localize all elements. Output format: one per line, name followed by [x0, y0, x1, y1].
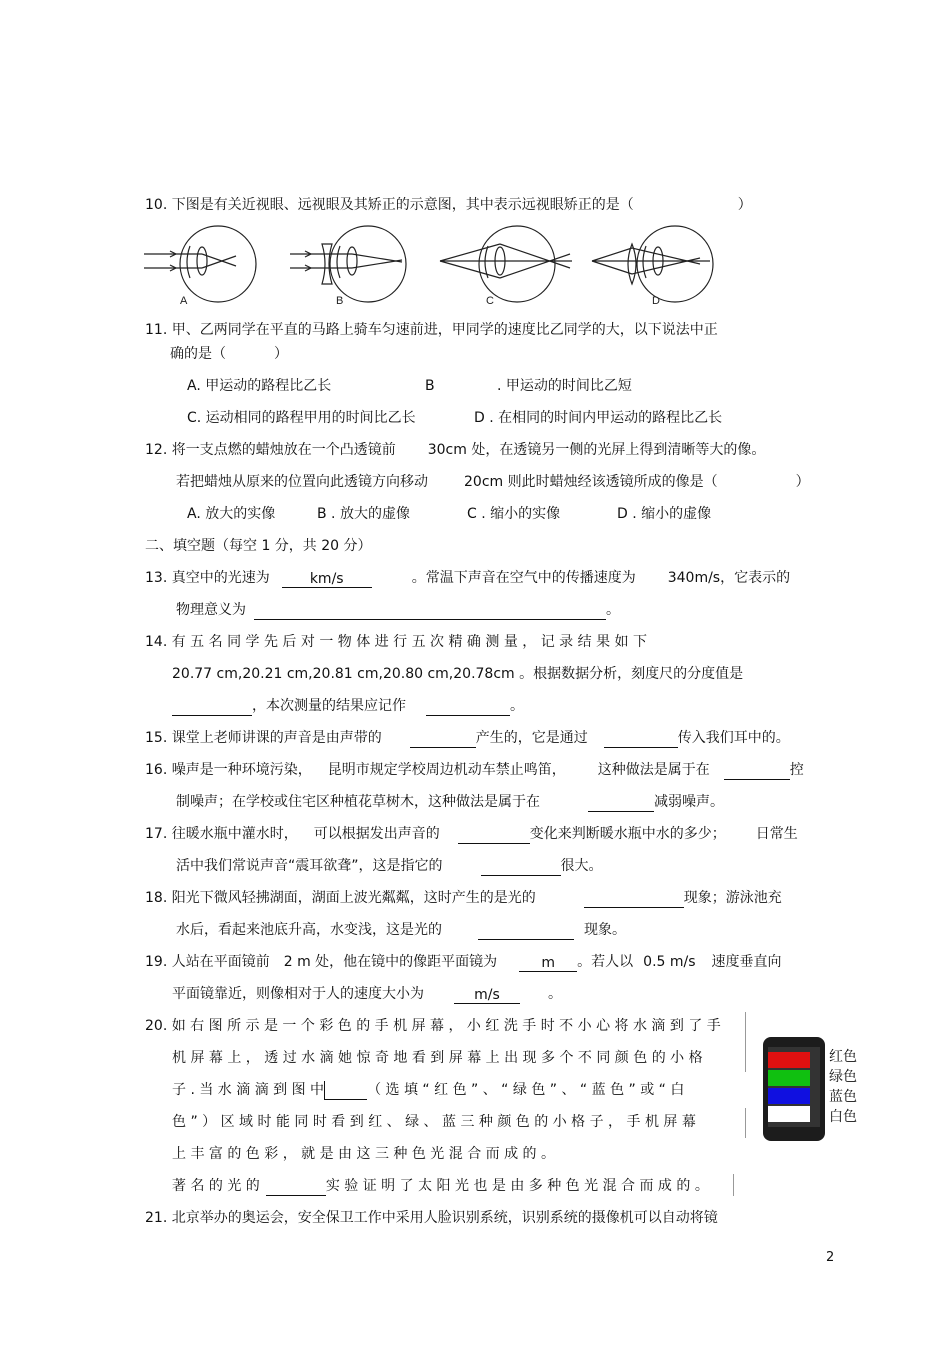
eye-label-b: B	[336, 295, 344, 307]
q12-line1	[145, 440, 765, 460]
eye-diagram-c	[440, 226, 572, 302]
q20-line6b: 实 验 证 明 了 太 阳 光 也 是 由 多 种 色 光 混 合 而 成 的 。	[325, 1178, 709, 1194]
q16-line2b: 减弱噪声。	[654, 794, 724, 810]
q13-a: 13. 真空中的光速为	[145, 570, 270, 586]
q15-a: 15. 课堂上老师讲课的声音是由声带的	[145, 730, 382, 746]
phone-blue-region	[768, 1088, 810, 1104]
q20-line6a: 著 名 的 光 的	[172, 1178, 260, 1194]
q12-option-d: D . 缩小的虚像	[617, 506, 712, 522]
q13-line2	[176, 600, 620, 620]
phone-green-region	[768, 1070, 810, 1086]
q16-d: 控	[789, 762, 804, 778]
q14-blank-1[interactable]	[172, 697, 252, 716]
q19-line2	[172, 984, 562, 1004]
q17-b: 可以根据发出声音的	[313, 826, 440, 842]
q11-option-b: . 甲运动的时间比乙短	[497, 378, 632, 394]
q20-blank-2[interactable]	[266, 1177, 326, 1196]
q16-line2a: 制噪声；在学校或住宅区种植花草树木，这种做法是属于在	[176, 794, 540, 810]
q20-line4: 色 ” ） 区 域 时 能 同 时 看 到 红 、 绿 、 蓝 三 种 颜 色 的 小 格 子 ， 手 机 屏 幕	[172, 1114, 696, 1130]
q11-option-a: A. 甲运动的路程比乙长	[187, 378, 332, 394]
q13-line2-end: 。	[606, 602, 620, 618]
q17-c: 变化来判断暖水瓶中水的多少；	[529, 826, 726, 842]
q18-line2a: 水后，看起来池底升高，水变浅，这是光的	[176, 922, 442, 938]
q17-line1	[145, 824, 798, 844]
q16-a: 16. 噪声是一种环境污染，	[145, 762, 312, 778]
q17-d: 日常生	[755, 826, 798, 842]
q17-blank-1[interactable]	[458, 825, 530, 844]
q19-line2-end: 。	[548, 986, 562, 1002]
q11-line2	[170, 344, 288, 364]
q12-option-a: A. 放大的实像	[187, 506, 276, 522]
q17-line2	[176, 856, 603, 876]
q14-blank-2[interactable]	[426, 697, 510, 716]
q19-blank-1[interactable]: m	[519, 953, 577, 972]
phone-figure	[763, 1037, 825, 1141]
q18-b: 现象；游泳池充	[683, 890, 782, 906]
question-10	[145, 195, 752, 215]
q13-blank-2[interactable]	[254, 601, 606, 620]
label-red: 红色	[829, 1049, 857, 1065]
eye-label-d: D	[652, 295, 660, 307]
section-heading: 二、填空题（每空 1 分，共 20 分）	[145, 538, 372, 554]
q16-blank-1[interactable]	[724, 761, 790, 780]
q14-line3-end: 。	[510, 698, 524, 714]
q20-line1: 20. 如 右 图 所 示 是 一 个 彩 色 的 手 机 屏 幕 ， 小 红 洗 手 时 不 小 心 将 水 滴 到 了 手	[145, 1018, 721, 1034]
q14-line3	[172, 696, 524, 716]
q14-line1: 14. 有 五 名 同 学 先 后 对 一 物 体 进 行 五 次 精 确 测 量 ， 记 录 结 果 如 下	[145, 634, 647, 650]
q11-option-b-letter: B	[425, 378, 435, 394]
q19-b: 2 m 处，他在镜中的像距平面镜为	[283, 954, 498, 970]
q10-text: 10. 下图是有关近视眼、远视眼及其矫正的示意图，其中表示远视眼矫正的是（	[145, 197, 634, 213]
q12-option-c: C . 缩小的实像	[467, 506, 561, 522]
q16-b: 昆明市规定学校周边机动车禁止鸣笛，	[327, 762, 566, 778]
q12-line2	[176, 472, 810, 492]
q15-b: 产生的，它是通过	[475, 730, 588, 746]
label-green: 绿色	[829, 1069, 857, 1085]
q19-e: 速度垂直向	[711, 954, 782, 970]
q12-line2b: 20cm 则此时蜡烛经该透镜所成的像是（	[464, 474, 718, 490]
q12-line2-close: ）	[795, 474, 810, 490]
q19-line2a: 平面镜靠近，则像相对于人的速度大小为	[172, 986, 424, 1002]
q19-c: 。若人以	[577, 954, 634, 970]
q17-line2a: 活中我们常说声音“震耳欲聋”，这是指它的	[176, 858, 443, 874]
q17-blank-2[interactable]	[481, 857, 561, 876]
eye-diagram-b	[290, 226, 406, 302]
q20-line6	[172, 1176, 709, 1196]
q13-b: 。常温下声音在空气中的传播速度为	[411, 570, 636, 586]
eye-diagram-a	[144, 226, 256, 302]
q16-c: 这种做法是属于在	[597, 762, 710, 778]
q18-line2b: 现象。	[584, 922, 626, 938]
q19-d: 0.5 m/s	[643, 954, 696, 970]
q12-line1b: 30cm 处，在透镜另一侧的光屏上得到清晰等大的像。	[427, 442, 766, 458]
label-blue: 蓝色	[829, 1089, 857, 1105]
q16-line2	[176, 792, 724, 812]
q15-blank-2[interactable]	[604, 729, 678, 748]
q12-line1a: 12. 将一支点燃的蜡烛放在一个凸透镜前	[145, 442, 396, 458]
q15-line1	[145, 728, 790, 748]
q19-a: 19. 人站在平面镜前	[145, 954, 270, 970]
q14-line2: 20.77 cm,20.21 cm,20.81 cm,20.80 cm,20.78cm 。根据数据分析，刻度尺的分度值是	[172, 666, 744, 682]
q20-divider-bottom	[733, 1174, 734, 1196]
q18-line1	[145, 888, 782, 908]
q13-line2-text: 物理意义为	[176, 602, 246, 618]
q21-line1: 21. 北京举办的奥运会，安全保卫工作中采用人脸识别系统，识别系统的摄像机可以自动将镜	[145, 1210, 718, 1226]
q19-line1	[145, 952, 782, 972]
q20-line2: 机 屏 幕 上 ， 透 过 水 滴 她 惊 奇 地 看 到 屏 幕 上 出 现 多 个 不 同 颜 色 的 小 格	[172, 1050, 703, 1066]
label-white: 白色	[829, 1109, 857, 1125]
q12-option-b: B . 放大的虚像	[317, 506, 410, 522]
q17-line2b: 很大。	[560, 858, 603, 874]
q10-close: ）	[737, 197, 752, 213]
q18-blank-1[interactable]	[584, 889, 684, 908]
q18-line2	[176, 920, 626, 940]
page-number: 2	[826, 1250, 835, 1265]
q16-line1	[145, 760, 804, 780]
phone-red-region	[768, 1052, 810, 1068]
eye-label-a: A	[180, 295, 188, 307]
q11-line2-text: 确的是（	[170, 346, 226, 362]
q20-divider-mid	[745, 1108, 746, 1138]
q20-line5: 上 丰 富 的 色 彩 ， 就 是 由 这 三 种 色 光 混 合 而 成 的 。	[172, 1146, 556, 1162]
q17-a: 17. 往暖水瓶中灌水时，	[145, 826, 298, 842]
q20-line3a: 子 . 当 水 滴 滴 到 图 中	[172, 1082, 325, 1098]
q11-option-c: C. 运动相同的路程甲用的时间比乙长	[187, 410, 416, 426]
q12-line2a: 若把蜡烛从原来的位置向此透镜方向移动	[176, 474, 428, 490]
q11-option-d: D . 在相同的时间内甲运动的路程比乙长	[474, 410, 723, 426]
q20-line3	[172, 1080, 684, 1100]
q13-line1	[145, 568, 790, 588]
eye-label-c: C	[486, 295, 494, 307]
q16-blank-2[interactable]	[588, 793, 654, 812]
q18-a: 18. 阳光下微风轻拂湖面，湖面上波光粼粼，这时产生的是光的	[145, 890, 536, 906]
q13-c: 340m/s，它表示的	[667, 570, 791, 586]
q11-line1: 11. 甲、乙两同学在平直的马路上骑车匀速前进，甲同学的速度比乙同学的大，以下说法中正	[145, 322, 718, 338]
eye-diagrams	[140, 222, 740, 307]
q18-blank-2[interactable]	[478, 921, 574, 940]
q13-blank-1[interactable]: km/s	[282, 569, 372, 588]
q11-line2-close: ）	[274, 346, 288, 362]
q19-blank-2[interactable]: m/s	[454, 985, 520, 1004]
q20-line3b: （ 选 填 “ 红 色 ” 、 “ 绿 色 ” 、 “ 蓝 色 ” 或 “ 白	[367, 1082, 685, 1098]
q20-divider-top	[745, 1012, 746, 1072]
q20-blank-1[interactable]	[324, 1081, 367, 1100]
q14-line3a: ，本次测量的结果应记作	[252, 698, 406, 714]
q15-c: 传入我们耳中的。	[677, 730, 790, 746]
phone-color-labels	[829, 1047, 857, 1127]
phone-white-region	[768, 1106, 810, 1122]
q15-blank-1[interactable]	[410, 729, 476, 748]
eye-diagram-d	[592, 226, 713, 302]
